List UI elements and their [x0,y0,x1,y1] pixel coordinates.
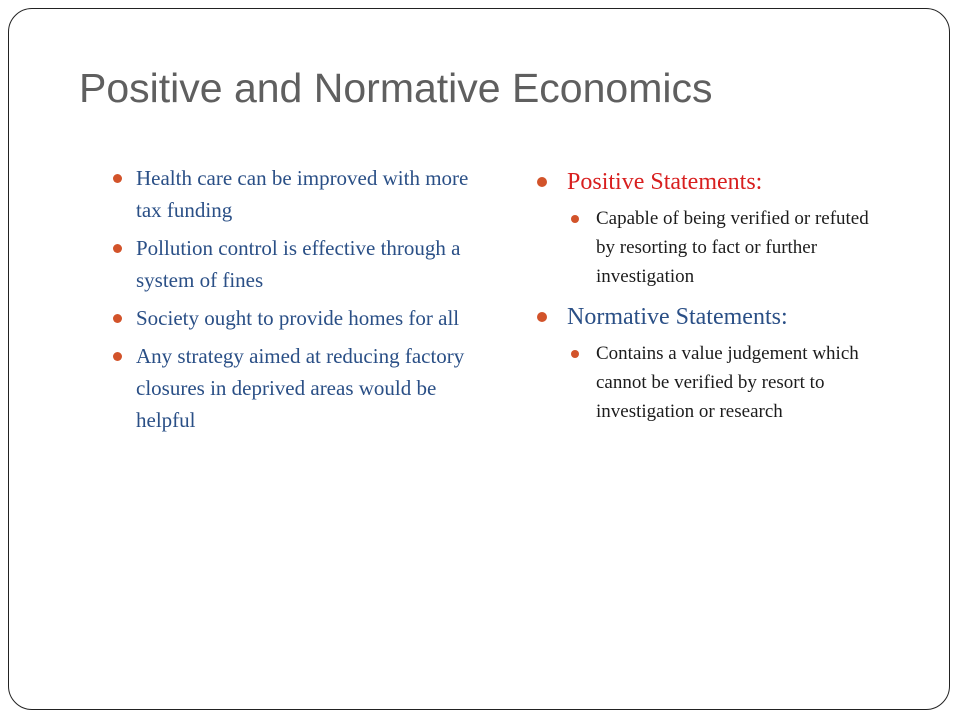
bullet-dot-icon [113,352,122,361]
slide-frame [8,8,950,710]
bullet-dot-icon [571,215,579,223]
example-text: Society ought to provide homes for all [136,306,460,330]
positive-definition-text: Capable of being verified or refuted by resorting to fact or further investigation [596,208,869,287]
bullet-dot-icon [113,174,122,183]
definitions-column [531,164,881,434]
example-text: Any strategy aimed at reducing factory closures in deprived areas would be helpful [136,344,465,432]
example-item [107,232,487,296]
normative-statements-definition [531,339,881,426]
slide-title: Positive and Normative Economics [79,65,713,111]
examples-list [107,162,487,436]
normative-definition-text: Contains a value judgement which cannot be verified by resort to investigation or research [596,343,859,422]
bullet-dot-icon [571,350,579,358]
bullet-dot-icon [113,314,122,323]
bullet-dot-icon [537,312,547,322]
example-text: Pollution control is effective through a system of fines [136,236,461,292]
positive-heading-text: Positive Statements: [567,169,763,195]
positive-statements-definition [531,204,881,291]
bullet-dot-icon [113,244,122,253]
example-item [107,340,487,436]
example-item [107,302,487,334]
normative-heading-text: Normative Statements: [567,304,788,330]
examples-column [107,162,487,442]
normative-statements-heading [531,299,881,335]
example-text: Health care can be improved with more tax funding [136,166,469,222]
positive-statements-heading [531,164,881,200]
example-item [107,162,487,226]
bullet-dot-icon [537,177,547,187]
